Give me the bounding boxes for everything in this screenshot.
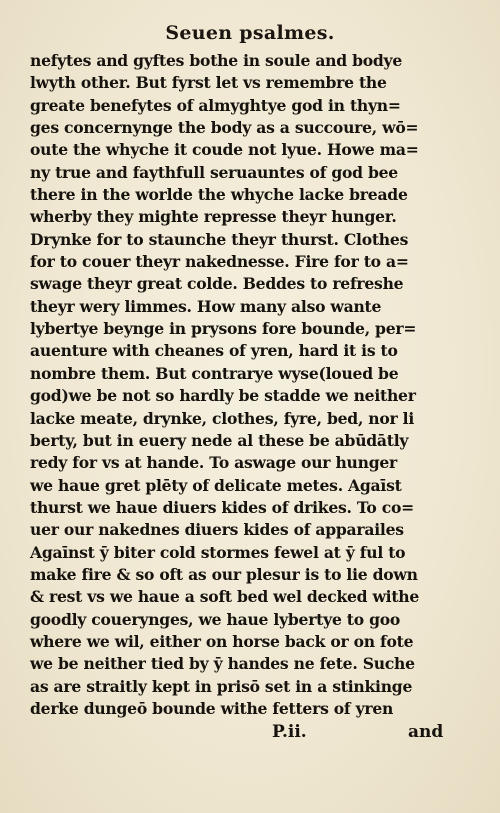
text-line: thurst we haue diuers kides of drikes. To co= [30,497,414,517]
text-line: god)we be not so hardly be stadde we neither [30,386,416,406]
text-line: make fire & so oft as our plesur is to lie down [30,564,418,584]
text-line: auenture with cheanes of yren, hard it is to [30,341,398,361]
text-line: lwyth other. But fyrst let vs remembre the [30,73,387,93]
text-line: uer our nakednes diuers kides of apparailes [30,520,404,540]
text-line: greate benefytes of almyghtye god in thyn= [30,95,401,115]
text-line: swage theyr great colde. Beddes to refreshe [30,274,404,294]
running-title: Seuen psalmes. [165,22,335,44]
text-line: & rest vs we haue a soft bed wel decked withe [30,587,420,607]
text-line: lacke meate, drynke, clothes, fyre, bed, nor li [30,408,415,428]
text-line: wherby they mighte represse theyr hunger. [30,207,397,227]
text-line: ny true and faythfull seruauntes of god bee [30,162,398,182]
text-line: nefytes and gyftes bothe in soule and bodye [30,51,403,70]
text-line: oute the whyche it coude not lyue. Howe ma= [30,140,419,160]
text-line: goodly couerynges, we haue lybertye to goo [30,609,401,629]
text-line: we be neither tied by ȳ handes ne fete. Suche [30,654,415,674]
text-line: Agaīnst ȳ biter cold stormes fewel at ȳ ful to [30,542,406,562]
body-text [30,50,470,720]
text-line: derke dungeō bounde withe fetters of yren [30,698,394,718]
text-line: there in the worlde the whyche lacke breade [30,185,408,205]
text-line: where we wil, either on horse back or on fote [30,631,414,651]
text-line: for to couer theyr nakednesse. Fire for to a= [30,252,409,272]
text-line: we haue gret plēty of delicate metes. Agaīst [30,475,402,495]
text-line: Drynke for to staunche theyr thurst. Clothes [30,229,409,249]
text-line: as are straitly kept in prisō set in a stinkinge [30,676,413,696]
text-line: nombre them. But contrarye wyse(loued be [30,363,399,383]
text-line: lybertye beynge in prysons fore bounde, per= [30,319,417,339]
text-line: redy for vs at hande. To aswage our hunger [30,453,397,473]
signature-mark: P.ii. [272,722,307,742]
text-line: berty, but in euery nede al these be abūdātly [30,430,409,450]
catchword: and [408,722,444,742]
text-line: theyr wery limmes. How many also wante [30,296,382,316]
text-line: ges concernynge the body as a succoure, wō= [30,118,419,138]
